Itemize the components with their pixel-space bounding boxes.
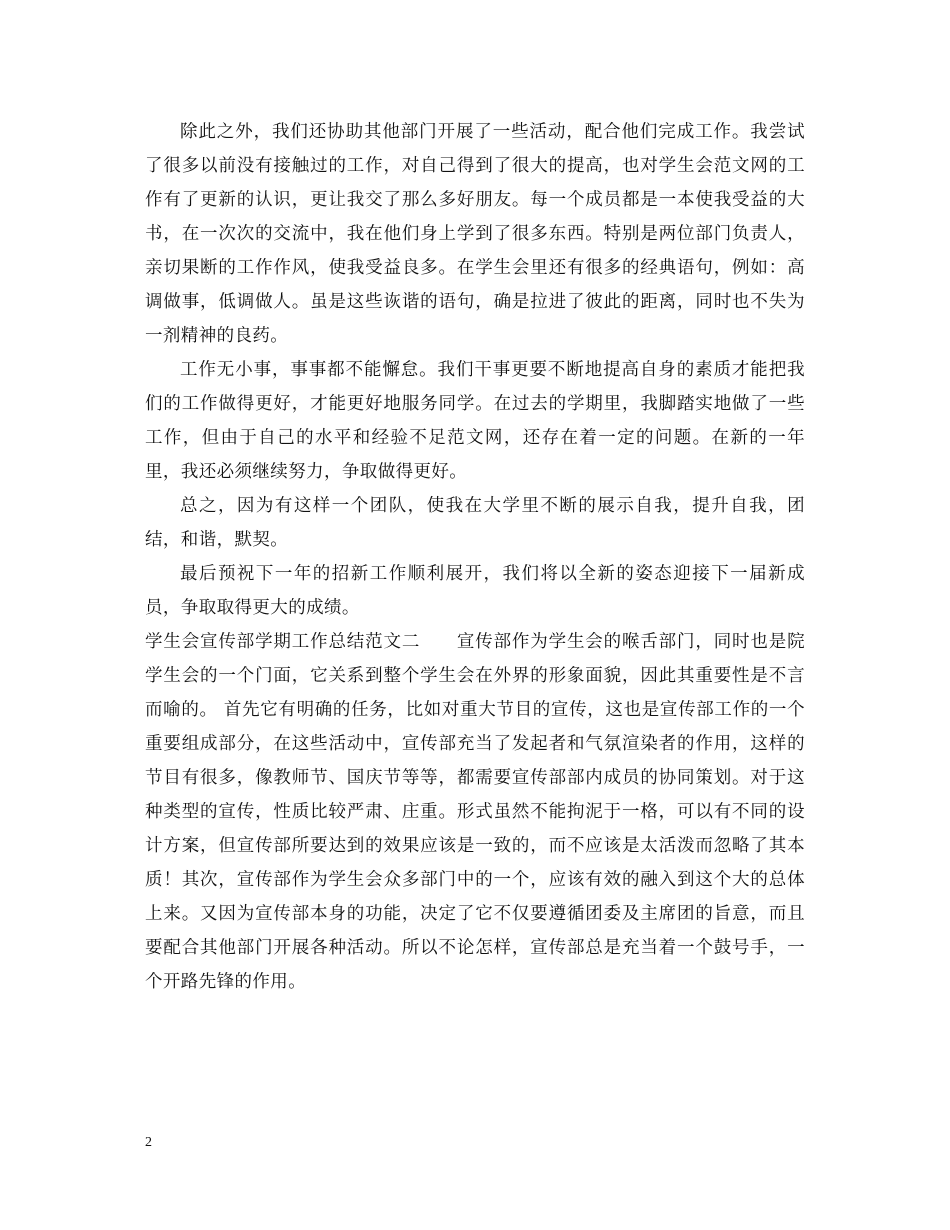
paragraph-assist-departments: 除此之外，我们还协助其他部门开展了一些活动，配合他们完成工作。我尝试了很多以前没有接触过的工作，对自己得到了很大的提高，也对学生会范文网的工作有了更新的认识，更让我交了那么多好朋友。每一个成员都是一本使我受益的大书，在一次次的交流中，我在他们身上学到了很多东西。特别是两位部门负责人，亲切果断的工作作风，使我受益良多。在学生会里还有很多的经典语句，例如：高调做事，低调做人。虽是这些诙谐的语句，确是拉进了彼此的距离，同时也不失为一剂精神的良药。 [145,122,805,346]
paragraph-in-summary: 总之，因为有这样一个团队，使我在大学里不断的展示自我，提升自我，团结，和谐，默契。 [145,496,805,550]
paragraph-final-wishes: 最后预祝下一年的招新工作顺利展开，我们将以全新的姿态迎接下一届新成员，争取取得更大的成绩。 [145,564,805,618]
document-body [145,115,805,999]
paragraph-work-no-small-matter: 工作无小事，事事都不能懈怠。我们干事更要不断地提高自身的素质才能把我们的工作做得更好，才能更好地服务同学。在过去的学期里，我脚踏实地做了一些工作，但由于自己的水平和经验不足范文网，还存在着一定的问题。在新的一年里，我还必须继续努力，争取做得更好。 [145,360,805,482]
paragraph-sample-two: 学生会宣传部学期工作总结范文二 宣传部作为学生会的喉舌部门，同时也是院学生会的一个门面，它关系到整个学生会在外界的形象面貌，因此其重要性是不言而喻的。 首先它有明确的任务，比如对重大节目的宣传，这也是宣传部工作的一个重要组成部分，在这些活动中，宣传部充当了发起者和气氛渲染者的作用，这样的节目有很多，像教师节、国庆节等等，都需要宣传部部内成员的协同策划。对于这种类型的宣传，性质比较严肃、庄重。形式虽然不能拘泥于一格，可以有不同的设计方案，但宣传部所要达到的效果应该是一致的，而不应该是太活泼而忽略了其本质！其次，宣传部作为学生会众多部门中的一个，应该有效的融入到这个大的总体上来。又因为宣传部本身的功能，决定了它不仅要遵循团委及主席团的旨意，而且要配合其他部门开展各种活动。所以不论怎样，宣传部总是充当着一个鼓号手，一个开路先锋的作用。 [145,632,805,992]
page-number: 2 [145,1135,152,1150]
